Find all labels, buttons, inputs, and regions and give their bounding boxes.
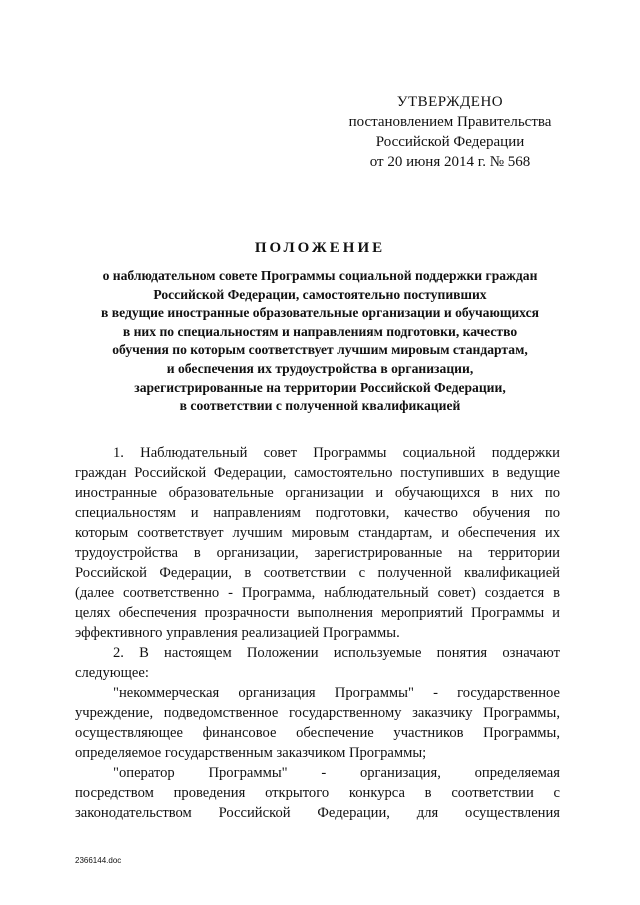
- paragraph-1: [75, 443, 560, 643]
- definition-2: [75, 763, 560, 823]
- document-subtitle: [70, 267, 570, 416]
- subtitle-line: в соответствии с полученной квалификацией: [179, 398, 461, 414]
- approval-line-2: Российской Федерации: [375, 134, 525, 150]
- text-line: следующее:: [75, 665, 149, 681]
- text-line: осуществляющее финансовое обеспечение участников Программы,: [75, 725, 560, 741]
- text-line: определяемое государственным заказчиком Программы;: [75, 745, 427, 761]
- text-line: эффективного управления реализацией Программы.: [75, 625, 400, 641]
- text-line: посредством проведения открытого конкурса в соответствии с: [75, 785, 560, 801]
- text-line: (далее соответственно - Программа, наблюдательный совет) создается в: [75, 585, 560, 601]
- text-line: иностранные образовательные организации и обучающихся в них по: [75, 485, 560, 501]
- text-line: трудоустройства в организации, зарегистрированные на территории: [75, 545, 560, 561]
- text-line: "некоммерческая организация Программы" - государственное: [113, 685, 560, 701]
- text-line: целях обеспечения прозрачности выполнения мероприятий Программы и: [75, 605, 560, 621]
- approval-line-1: постановлением Правительства: [348, 114, 552, 130]
- subtitle-line: в них по специальностям и направлениям подготовки, качество: [122, 323, 518, 339]
- text-line: 2. В настоящем Положении используемые понятия означают: [113, 645, 560, 661]
- paragraph-2: [75, 643, 560, 683]
- approval-stamp: УТВЕРЖДЕНО: [396, 94, 504, 110]
- subtitle-line: в ведущие иностранные образовательные организации и обучающихся: [101, 305, 539, 321]
- approval-block: [340, 92, 560, 172]
- file-reference: 2366144.doc: [75, 856, 122, 865]
- approval-line-3: от 20 июня 2014 г. № 568: [369, 154, 531, 170]
- document-body: [75, 443, 560, 823]
- text-line: специальностям и направлениям подготовки, качество обучения по: [75, 505, 560, 521]
- text-line: которым соответствует лучшим мировым стандартам, и обеспечения их: [75, 525, 560, 541]
- text-line: "оператор Программы" - организация, определяемая: [113, 765, 560, 781]
- document-title: ПОЛОЖЕНИЕ: [254, 240, 386, 256]
- subtitle-line: и обеспечения их трудоустройства в организации,: [166, 360, 474, 376]
- subtitle-line: о наблюдательном совете Программы социальной поддержки граждан: [102, 268, 538, 283]
- definition-1: [75, 683, 560, 763]
- text-line: законодательством Российской Федерации, для осуществления: [75, 805, 560, 821]
- subtitle-line: зарегистрированные на территории Российской Федерации,: [134, 379, 506, 395]
- text-line: граждан Российской Федерации, самостоятельно поступивших в ведущие: [75, 465, 560, 481]
- subtitle-line: обучения по которым соответствует лучшим мировым стандартам,: [112, 342, 528, 358]
- text-line: Российской Федерации, в соответствии с полученной квалификацией: [75, 565, 560, 581]
- text-line: 1. Наблюдательный совет Программы социальной поддержки: [113, 445, 560, 461]
- text-line: учреждение, подведомственное государственному заказчику Программы,: [75, 705, 560, 721]
- subtitle-line: Российской Федерации, самостоятельно поступивших: [153, 286, 487, 302]
